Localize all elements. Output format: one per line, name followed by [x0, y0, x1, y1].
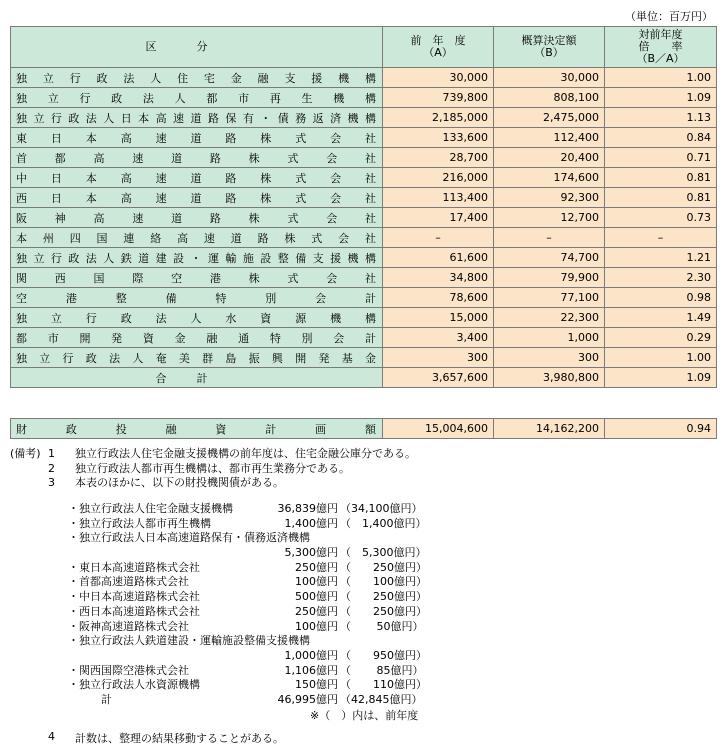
bond-prev: （ 250億円）: [340, 590, 427, 604]
note-number: 2: [48, 461, 55, 475]
list-item: [10, 678, 710, 693]
row-name: 都市開発資金融通特別会計: [11, 328, 383, 348]
table-row: [11, 188, 717, 208]
row-prev: 34,800: [383, 268, 494, 288]
bond-name: ・東日本高速道路株式会社: [68, 560, 200, 574]
total-budget: 3,980,800: [494, 368, 605, 388]
list-item: [10, 531, 710, 546]
list-item: [10, 590, 710, 605]
total-ratio: 1.09: [605, 368, 717, 388]
header-ratio-line2: 倍 率: [638, 40, 683, 53]
row-ratio: 1.49: [605, 308, 717, 328]
total-prev: 3,657,600: [383, 368, 494, 388]
row-name: 首都高速道路株式会社: [11, 148, 383, 168]
row-ratio: 0.73: [605, 208, 717, 228]
list-item: [10, 546, 710, 561]
row-budget: 30,000: [494, 68, 605, 88]
zaito-prev: 15,004,600: [383, 419, 494, 439]
bond-prev: （ 950億円）: [340, 648, 427, 662]
bond-prev: （ 100億円）: [340, 575, 427, 589]
bond-amount: 250億円: [295, 604, 338, 618]
row-ratio: 0.71: [605, 148, 717, 168]
row-prev: 3,400: [383, 328, 494, 348]
header-prev-year-line2: （A）: [423, 46, 453, 59]
row-prev: 15,000: [383, 308, 494, 328]
table-row: [11, 348, 717, 368]
row-budget: 12,700: [494, 208, 605, 228]
bond-prev: （34,100億円）: [340, 502, 423, 515]
list-item: [10, 664, 710, 679]
notes: [10, 447, 710, 491]
zaito-table: [10, 418, 717, 439]
header-prev-year-line1: 前 年 度: [410, 34, 466, 47]
row-ratio: –: [605, 228, 717, 248]
bond-amount: 250億円: [295, 560, 338, 574]
row-name: 阪神高速道路株式会社: [11, 208, 383, 228]
bond-amount: 1,400億円: [284, 516, 338, 530]
bond-name: ・西日本高速道路株式会社: [68, 604, 200, 618]
bond-amount: 100億円: [295, 619, 338, 633]
row-name: 本州四国連絡高速道路株式会社: [11, 228, 383, 248]
note-text: 計数は、整理の結果移動することがある。: [75, 732, 284, 745]
table-row: [11, 168, 717, 188]
note-number: 1: [48, 447, 55, 460]
bond-amount: 500億円: [295, 590, 338, 604]
row-ratio: 0.29: [605, 328, 717, 348]
table-row: [11, 128, 717, 148]
row-ratio: 1.00: [605, 68, 717, 88]
bond-amount: 46,995億円: [277, 692, 338, 706]
row-ratio: 0.81: [605, 188, 717, 208]
row-budget: 92,300: [494, 188, 605, 208]
list-item: [10, 575, 710, 590]
row-name: 東日本高速道路株式会社: [11, 128, 383, 148]
row-name: 独立行政法人日本高速道路保有・債務返済機構: [11, 108, 383, 128]
row-ratio: 1.13: [605, 108, 717, 128]
bond-prev: （ 110億円）: [340, 678, 427, 692]
bond-name: ・中日本高速道路株式会社: [68, 590, 200, 604]
note-text: 独立行政法人都市再生機構は、都市再生業務分である。: [75, 461, 350, 475]
bond-amount: 1,000億円: [284, 648, 338, 662]
zaito-ratio: 0.94: [605, 419, 717, 439]
row-ratio: 0.84: [605, 128, 717, 148]
row-prev: 216,000: [383, 168, 494, 188]
row-ratio: 0.98: [605, 288, 717, 308]
row-prev: 17,400: [383, 208, 494, 228]
bond-amount: 100億円: [295, 575, 338, 589]
table-row: [11, 88, 717, 108]
bond-name: ・独立行政法人鉄道建設・運輸施設整備支援機構: [68, 634, 310, 648]
table-row: [11, 148, 717, 168]
header-kubun: 区分: [11, 27, 383, 68]
bond-prev: （42,845億円）: [340, 692, 423, 706]
row-name: 独立行政法人住宅金融支援機構: [11, 68, 383, 88]
list-item: [10, 634, 710, 649]
list-item: [10, 605, 710, 620]
row-budget: 22,300: [494, 308, 605, 328]
bond-name: ・関西国際空港株式会社: [68, 663, 189, 677]
table-row: [11, 228, 717, 248]
bond-prev: （ 1,400億円）: [340, 516, 427, 530]
bond-name: ・独立行政法人日本高速道路保有・債務返済機構: [68, 531, 310, 545]
list-item: [10, 517, 710, 532]
row-name: 独立行政法人鉄道建設・運輸施設整備支援機構: [11, 248, 383, 268]
table-row: [11, 288, 717, 308]
table-row: [11, 308, 717, 328]
row-prev: 300: [383, 348, 494, 368]
bond-name: ・阪神高速道路株式会社: [68, 619, 189, 633]
bond-name: ・独立行政法人水資源機構: [68, 678, 200, 692]
row-budget: –: [494, 228, 605, 248]
row-prev: 28,700: [383, 148, 494, 168]
header-budget: [494, 27, 605, 68]
row-budget: 79,900: [494, 268, 605, 288]
zaito-row: [11, 419, 717, 439]
table-row: [11, 328, 717, 348]
header-ratio: [605, 27, 717, 68]
bond-name: ・首都高速道路株式会社: [68, 575, 189, 589]
header-ratio-line3: （B／A）: [636, 52, 685, 65]
row-ratio: 1.21: [605, 248, 717, 268]
row-name: 関西国際空港株式会社: [11, 268, 383, 288]
table-row: [11, 208, 717, 228]
note-text: 独立行政法人住宅金融支援機構の前年度は、住宅金融公庫分である。: [75, 447, 416, 460]
note-text: 本表のほかに、以下の財投機関債がある。: [75, 476, 284, 490]
row-prev: 30,000: [383, 68, 494, 88]
unit-label: （単位：百万円）: [625, 10, 713, 23]
bond-prev: （ 250億円）: [340, 604, 427, 618]
row-prev: 133,600: [383, 128, 494, 148]
prev-year-caption: ※（ ）内は、前年度: [310, 709, 419, 722]
row-prev: 78,600: [383, 288, 494, 308]
row-prev: 113,400: [383, 188, 494, 208]
row-prev: 61,600: [383, 248, 494, 268]
row-name: 独立行政法人奄美群島振興開発基金: [11, 348, 383, 368]
row-prev: 739,800: [383, 88, 494, 108]
bond-amount: 5,300億円: [284, 546, 338, 560]
header-ratio-line1: 対前年度: [638, 28, 683, 41]
note-number: 3: [48, 476, 55, 490]
row-ratio: 2.30: [605, 268, 717, 288]
table-row: [11, 108, 717, 128]
row-budget: 174,600: [494, 168, 605, 188]
bond-prev: （ 85億円）: [340, 663, 424, 677]
row-budget: 1,000: [494, 328, 605, 348]
row-name: 西日本高速道路株式会社: [11, 188, 383, 208]
budget-table: [10, 26, 717, 388]
note-1: [10, 447, 710, 462]
table-row: [11, 268, 717, 288]
bond-prev: （ 250億円）: [340, 560, 427, 574]
row-prev: 2,185,000: [383, 108, 494, 128]
list-item: [10, 693, 710, 708]
header-row: [11, 27, 717, 68]
zaito-name: 財政投融資計画額: [11, 419, 383, 439]
bond-name: ・独立行政法人都市再生機構: [68, 516, 211, 530]
row-ratio: 0.81: [605, 168, 717, 188]
header-prev-year: [383, 27, 494, 68]
note-number: 4: [48, 730, 55, 743]
list-item: [10, 502, 710, 517]
list-item: [10, 649, 710, 664]
bond-list: [10, 502, 710, 708]
row-budget: 808,100: [494, 88, 605, 108]
row-name: 中日本高速道路株式会社: [11, 168, 383, 188]
row-ratio: 1.09: [605, 88, 717, 108]
row-ratio: 1.00: [605, 348, 717, 368]
row-budget: 77,100: [494, 288, 605, 308]
bond-name: 計: [68, 692, 112, 706]
total-row: [11, 368, 717, 388]
list-item: [10, 620, 710, 635]
row-name: 独立行政法人都市再生機構: [11, 88, 383, 108]
header-budget-line2: （B）: [534, 46, 564, 59]
notes-label: (備考): [10, 447, 41, 460]
bond-amount: 1,106億円: [284, 663, 338, 677]
bond-name: ・独立行政法人住宅金融支援機構: [68, 502, 233, 515]
header-budget-line1: 概算決定額: [521, 34, 577, 47]
table-row: [11, 68, 717, 88]
row-budget: 112,400: [494, 128, 605, 148]
row-budget: 300: [494, 348, 605, 368]
list-item: [10, 561, 710, 576]
zaito-budget: 14,162,200: [494, 419, 605, 439]
row-name: 空港整備特別会計: [11, 288, 383, 308]
bond-prev: （ 50億円）: [340, 619, 424, 633]
row-budget: 74,700: [494, 248, 605, 268]
row-name: 独立行政法人水資源機構: [11, 308, 383, 328]
total-name: 合計: [11, 368, 383, 388]
row-prev: –: [383, 228, 494, 248]
table-row: [11, 248, 717, 268]
bond-prev: （ 5,300億円）: [340, 546, 427, 560]
row-budget: 20,400: [494, 148, 605, 168]
note-3: [10, 476, 710, 491]
note-2: [10, 462, 710, 477]
row-budget: 2,475,000: [494, 108, 605, 128]
bond-amount: 36,839億円: [277, 502, 338, 515]
bond-amount: 150億円: [295, 678, 338, 692]
